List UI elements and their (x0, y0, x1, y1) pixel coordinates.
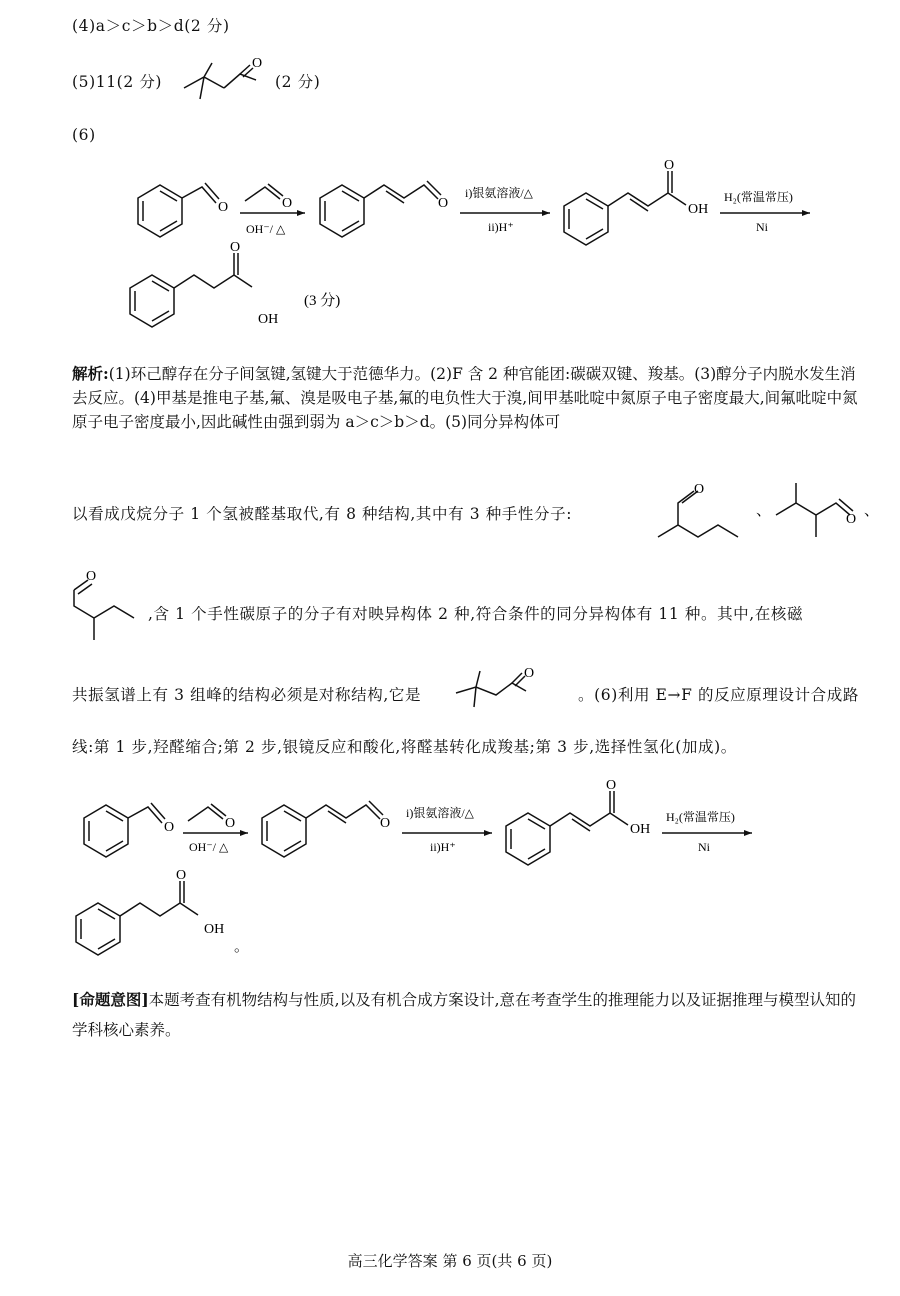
end-mark: 。 (234, 939, 250, 955)
answer-5-label: (5)11(2 分) (72, 73, 163, 91)
separator: 、 (864, 503, 880, 519)
oxygen-label: O (225, 816, 236, 831)
analysis-label: 解析: (72, 364, 109, 383)
reagent-acid: ii)H⁺ (488, 220, 514, 234)
hydrocinnamic-acid-structure (130, 240, 278, 327)
benzaldehyde-structure (84, 803, 174, 857)
synthesis-scheme-1 (120, 155, 820, 335)
analysis-line-4: 共振氢谱上有 3 组峰的结构必须是对称结构,它是 (72, 686, 422, 704)
hydroxyl-label: OH (630, 822, 651, 837)
oxygen-label: O (252, 56, 263, 71)
catalyst-ni: Ni (756, 220, 768, 234)
hydrocinnamic-acid-structure (76, 868, 224, 955)
chiral-structure-3 (66, 560, 156, 652)
oxygen-label: O (524, 666, 535, 681)
oxygen-label: O (664, 158, 675, 173)
analysis-paragraph-1 (72, 362, 864, 434)
hydrogen-condition: H₂(常温常压) (724, 190, 793, 204)
oxygen-label: O (380, 816, 391, 831)
synthesis-scheme-2 (66, 775, 766, 965)
catalyst-ni: Ni (698, 840, 710, 854)
analysis-text-1: (1)环己醇存在分子间氢键,氢键大于范德华力。(2)F 含 2 种官能团:碳碳双键、羧基。(3)醇分子内脱水发生消去反应。(4)甲基是推电子基,氟、溴是吸电子基,氟的电负性大于溴,间甲基吡啶中氮原子电子密度最大,间氟吡啶中氮原子电子密度最小,因此碱性由强到弱为 a＞c＞b＞d。(5)同分异构体可 (72, 365, 858, 431)
cinnamic-acid-structure (564, 158, 708, 245)
analysis-line-5: 线:第 1 步,羟醛缩合;第 2 步,银镜反应和酸化,将醛基转化成羧基;第 3 步,选择性氢化(加成)。 (72, 738, 737, 756)
reagent-silver-ammonia: i)银氨溶液/△ (406, 806, 474, 820)
base-condition: OH⁻/ △ (189, 840, 229, 854)
symmetric-isomer-structure (452, 665, 562, 715)
answer-5-structure (180, 55, 280, 105)
intent-label: [命题意图] (72, 990, 149, 1009)
oxygen-label: O (438, 196, 449, 211)
answer-4: (4)a＞c＞b＞d(2 分) (72, 17, 230, 35)
oxygen-label: O (230, 240, 241, 255)
hydroxyl-label: OH (688, 202, 709, 217)
oxygen-label: O (282, 196, 293, 211)
answer-6-label: (6) (72, 126, 96, 144)
chiral-structures-1-2 (646, 475, 880, 545)
oxygen-label: O (86, 569, 97, 584)
oxygen-label: O (606, 778, 617, 793)
reagent-silver-ammonia: i)银氨溶液/△ (465, 186, 533, 200)
analysis-line-2: 以看成戊烷分子 1 个氢被醛基取代,有 8 种结构,其中有 3 种手性分子: (72, 505, 573, 523)
oxygen-label: O (846, 512, 857, 527)
intent-paragraph (72, 985, 864, 1045)
separator: 、 (756, 503, 772, 519)
base-condition: OH⁻/ △ (246, 222, 286, 236)
cinnamic-acid-structure (506, 778, 650, 865)
page-footer: 高三化学答案 第 6 页(共 6 页) (347, 1252, 553, 1270)
oxygen-label: O (176, 868, 187, 883)
hydrogen-condition: H₂(常温常压) (666, 810, 735, 824)
hydroxyl-label: OH (204, 922, 225, 937)
oxygen-label: O (694, 482, 705, 497)
reagent-acid: ii)H⁺ (430, 840, 456, 854)
oxygen-label: O (164, 820, 175, 835)
oxygen-label: O (218, 200, 229, 215)
cinnamaldehyde-structure (262, 801, 390, 857)
analysis-line-3: ,含 1 个手性碳原子的分子有对映异构体 2 种,符合条件的同分异构体有 11 种。其中,在核磁 (148, 605, 804, 623)
hydroxyl-label: OH (258, 312, 279, 327)
analysis-line-4-tail: 。(6)利用 E→F 的反应原理设计合成路 (578, 686, 859, 704)
intent-text: 本题考查有机物结构与性质,以及有机合成方案设计,意在考查学生的推理能力以及证据推理与模型认知的学科核心素养。 (72, 991, 857, 1039)
cinnamaldehyde-structure (320, 181, 448, 237)
answer-5-points: (2 分) (275, 73, 321, 91)
answer-6-points: (3 分) (304, 293, 341, 309)
benzaldehyde-structure (138, 183, 228, 237)
